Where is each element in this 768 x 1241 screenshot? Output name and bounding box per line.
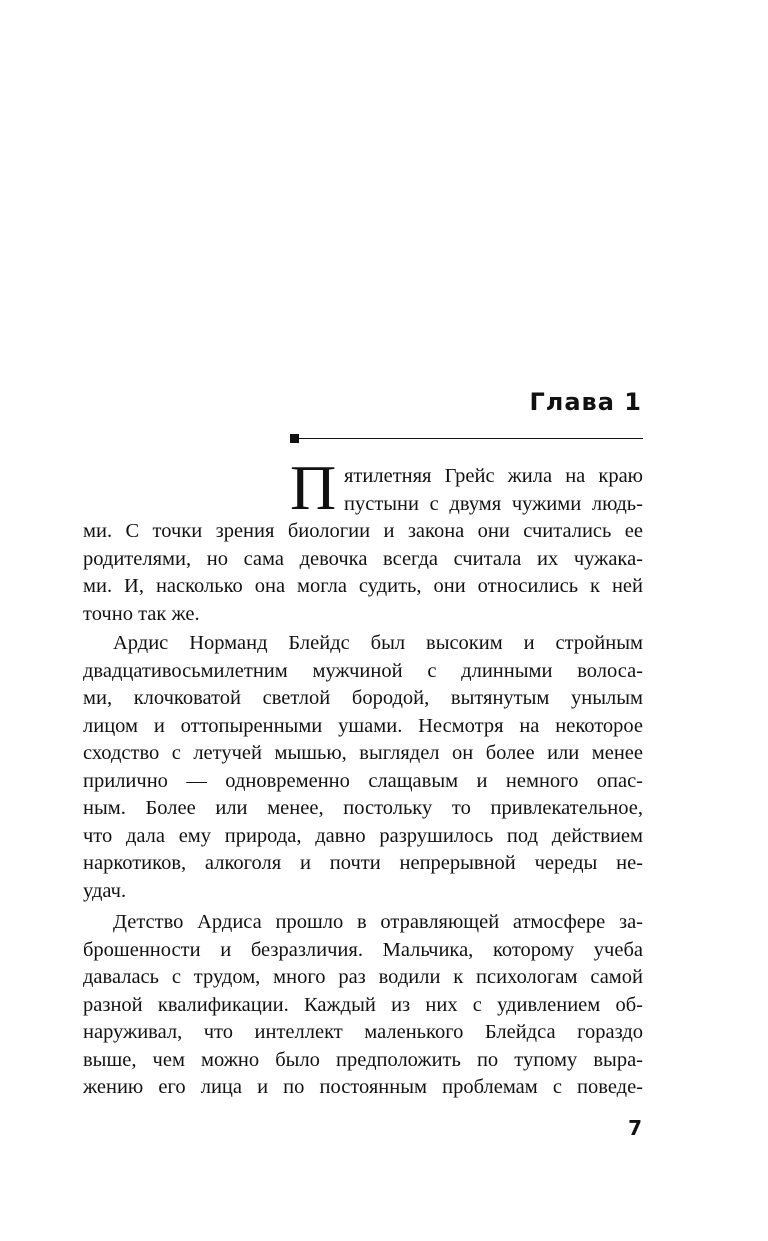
text-line: ным. Более или менее, постольку то привлекательное, <box>83 797 643 819</box>
drop-cap: П <box>290 452 337 523</box>
paragraph-1-dropcap-lines <box>344 463 643 518</box>
text-line: ми. С точки зрения биологии и закона они считались ее <box>83 520 643 542</box>
text-line: давалась с трудом, много раз водили к психологам самой <box>83 966 643 988</box>
text-line: сходство с летучей мышью, выглядел он более или менее <box>83 742 643 764</box>
text-line: наруживал, что интеллект маленького Блейдса гораздо <box>83 1021 643 1043</box>
text-line: выше, чем можно было предположить по тупому выра- <box>83 1048 643 1071</box>
text-line: ми, клочковатой светлой бородой, вытянутым унылым <box>83 687 643 709</box>
text-line: двадцативосьмилетним мужчиной с длинными волоса- <box>83 659 643 682</box>
chapter-title: Глава 1 <box>529 388 642 416</box>
text-line: родителями, но сама девочка всегда считала их чужака- <box>83 547 643 570</box>
chapter-rule-line <box>298 438 643 439</box>
paragraph-2 <box>83 630 643 905</box>
text-line: прилично — одновременно слащавым и немного опас- <box>83 769 643 792</box>
text-line: точно так же. <box>83 602 200 625</box>
text-line: брошенности и безразличия. Мальчика, которому учеба <box>83 938 643 961</box>
text-line: ятилетняя Грейс жила на краю <box>344 465 643 487</box>
text-line: Детство Ардиса прошло в отравляющей атмосфере за- <box>113 911 643 933</box>
text-line: что дала ему природа, давно разрушилось под действием <box>83 824 643 847</box>
text-line: пустыни с двумя чужими людь- <box>344 492 643 515</box>
text-line: наркотиков, алкоголя и почти непрерывной череды не- <box>83 852 643 874</box>
paragraph-3 <box>83 909 643 1102</box>
text-line: удач. <box>83 879 127 902</box>
text-line: ми. И, насколько она могла судить, они относились к ней <box>83 575 643 597</box>
paragraph-1 <box>83 518 643 628</box>
text-line: лицом и оттопыренными ушами. Несмотря на некоторое <box>83 714 643 737</box>
page-number: 7 <box>628 1116 642 1140</box>
text-line: разной квалификации. Каждый из них с удивлением об- <box>83 993 643 1016</box>
text-line: Ардис Норманд Блейдс был высоким и стройным <box>113 632 643 654</box>
text-line: жению его лица и по постоянным проблемам с поведе- <box>83 1076 643 1098</box>
